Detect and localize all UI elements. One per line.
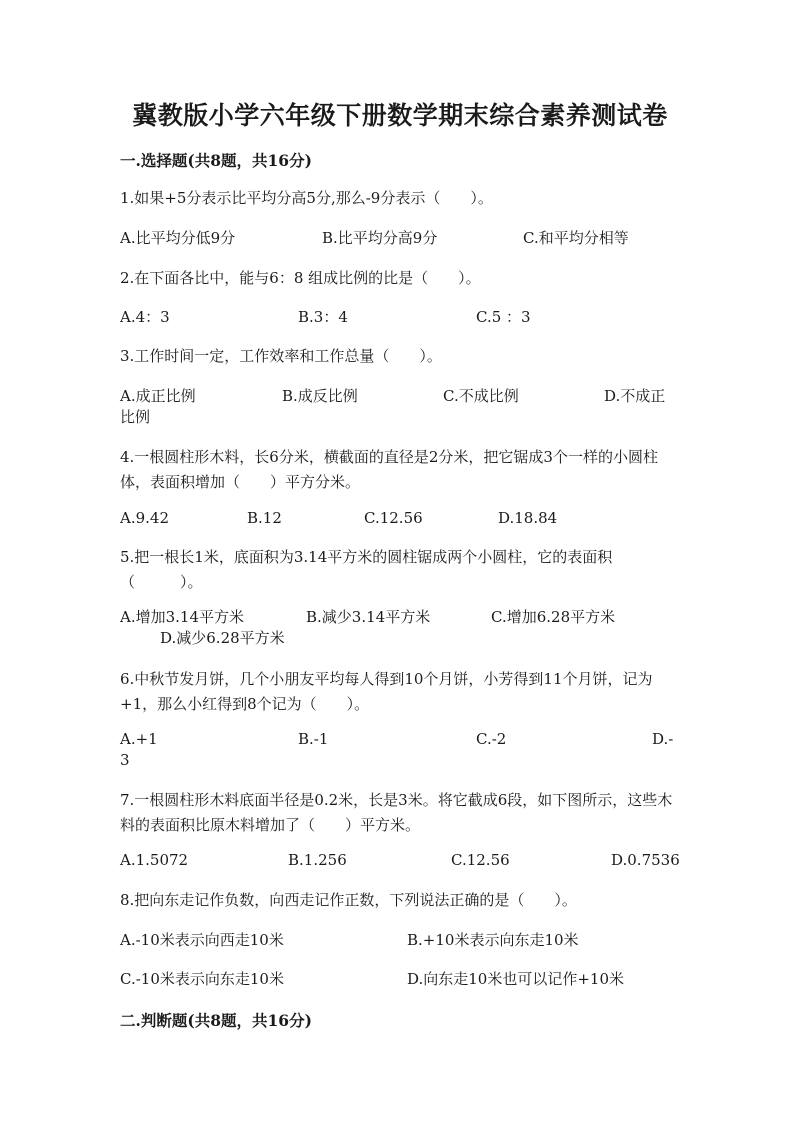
question-3: 3.工作时间一定，工作效率和工作总量（ ）。 <box>120 347 442 365</box>
option-d: D.向东走10米也可以记作+10米 <box>407 970 625 988</box>
option-a: A.成正比例 <box>120 387 196 405</box>
option-c: C.12.56 <box>364 509 423 527</box>
option-b: B.减少3.14平方米 <box>306 608 431 626</box>
option-b: B.成反比例 <box>282 387 358 405</box>
question-7: 7.一根圆柱形木料底面半径是0.2米，长是3米。将它截成6段，如下图所示，这些木料的表面积比原木料增加了（ ）平方米。 <box>120 791 673 834</box>
option-c: C.-10米表示向东走10米 <box>120 970 284 988</box>
option-a: A.+1 <box>120 730 158 748</box>
option-b: B.3：4 <box>298 308 348 326</box>
option-d: D.不成正 <box>604 387 666 405</box>
option-a: A.-10米表示向西走10米 <box>120 931 284 949</box>
section-heading-judgment: 二.判断题(共8题，共16分) <box>120 1011 312 1030</box>
option-d: D.- <box>652 730 674 748</box>
option-b: B.1.256 <box>288 851 347 869</box>
page-title: 冀教版小学六年级下册数学期末综合素养测试卷 <box>132 101 668 130</box>
option-b: B.比平均分高9分 <box>322 229 438 247</box>
question-5: 5.把一根长1米，底面积为3.14平方米的圆柱锯成两个小圆柱，它的表面积（ ）。 <box>120 548 613 591</box>
question-1: 1.如果+5分表示比平均分高5分,那么-9分表示（ ）。 <box>120 189 493 207</box>
question-6-options <box>120 727 680 752</box>
option-b: B.-1 <box>298 730 329 748</box>
option-c: C.和平均分相等 <box>523 229 629 247</box>
option-d: D.18.84 <box>498 509 558 527</box>
option-a: A.1.5072 <box>120 851 189 869</box>
question-2: 2.在下面各比中，能与6：8 组成比例的比是（ ）。 <box>120 269 481 287</box>
option-c: C.不成比例 <box>443 387 519 405</box>
option-c: C.12.56 <box>451 851 510 869</box>
option-a: A.增加3.14平方米 <box>120 608 244 626</box>
option-d-wrap: 3 <box>120 751 130 769</box>
option-d-wrap: 比例 <box>120 408 151 426</box>
option-a: A.9.42 <box>120 509 169 527</box>
option-b: B.+10米表示向东走10米 <box>407 931 579 949</box>
question-2-options <box>120 305 680 330</box>
question-3-options <box>120 384 680 409</box>
question-8-options-row2 <box>120 967 680 992</box>
option-d: D.0.7536 <box>611 851 680 869</box>
option-a: A.4：3 <box>120 308 170 326</box>
option-c: C.5 ：3 <box>476 308 531 326</box>
option-c: C.增加6.28平方米 <box>491 608 616 626</box>
question-4-options <box>120 506 680 531</box>
question-1-options <box>120 226 680 251</box>
option-a: A.比平均分低9分 <box>120 229 236 247</box>
option-d: D.减少6.28平方米 <box>160 629 285 647</box>
question-7-options <box>120 848 680 873</box>
section-heading-choice: 一.选择题(共8题，共16分) <box>120 151 312 170</box>
option-b: B.12 <box>247 509 282 527</box>
question-4: 4.一根圆柱形木料，长6分米，横截面的直径是2分米，把它锯成3个一样的小圆柱体，表面积增加（ ）平方分米。 <box>120 448 658 491</box>
question-8-options-row1 <box>120 928 680 953</box>
option-c: C.-2 <box>476 730 507 748</box>
question-6: 6.中秋节发月饼，几个小朋友平均每人得到10个月饼，小芳得到11个月饼，记为+1，那么小红得到8个记为（ ）。 <box>120 670 653 713</box>
question-8: 8.把向东走记作负数，向西走记作正数，下列说法正确的是（ ）。 <box>120 891 577 909</box>
